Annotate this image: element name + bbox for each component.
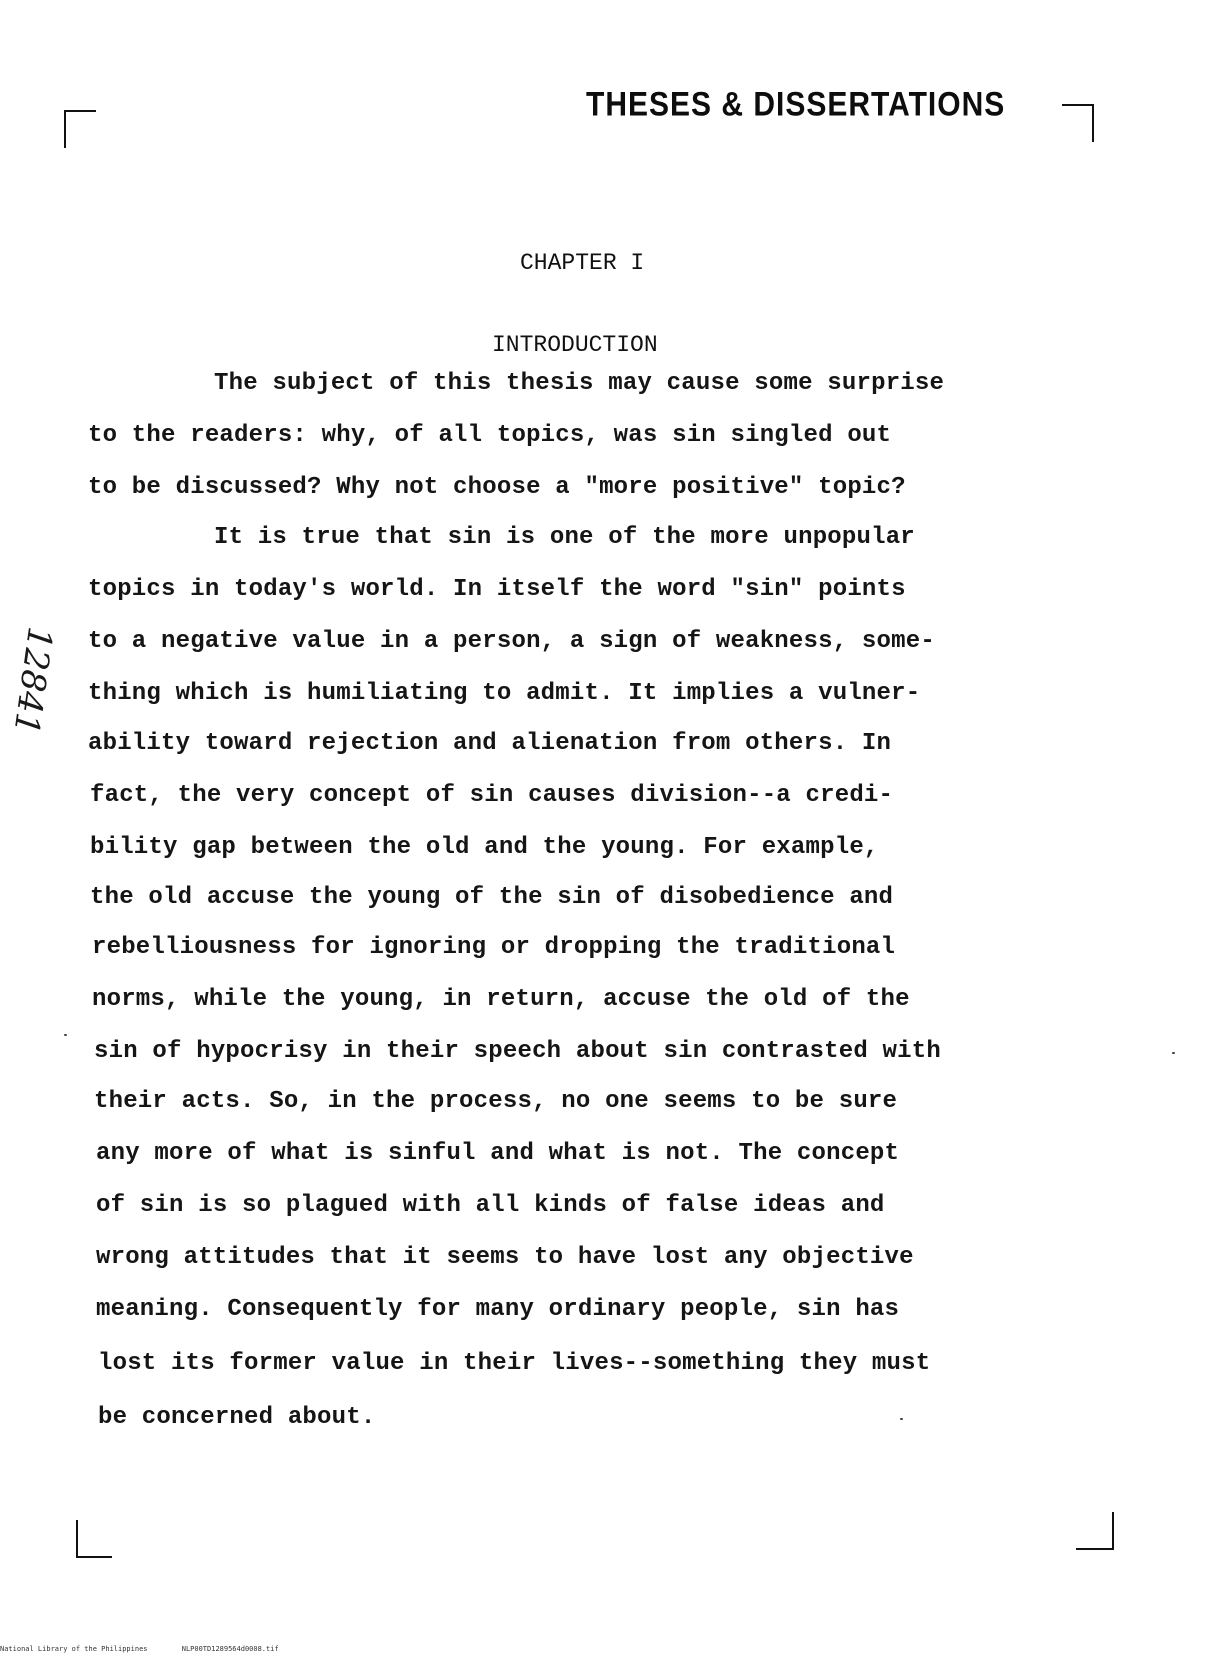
body-line: fact, the very concept of sin causes division--a credi- [90,782,894,809]
section-heading: INTRODUCTION [492,332,658,358]
handwritten-margin-note: 12841 [5,624,60,738]
body-line: The subject of this thesis may cause some surprise [214,370,945,397]
scan-speck [64,1034,67,1036]
body-line: to be discussed? Why not choose a "more positive" topic? [88,474,906,501]
scan-speck [900,1418,903,1420]
body-line: the old accuse the young of the sin of disobedience and [90,884,894,911]
body-line: of sin is so plagued with all kinds of false ideas and [96,1192,885,1219]
crop-mark-bottom-left [76,1520,112,1558]
body-line: sin of hypocrisy in their speech about sin contrasted with [94,1038,941,1065]
body-line: It is true that sin is one of the more unpopular [214,524,915,551]
footer-library: National Library of the Philippines [0,1645,148,1653]
scan-speck [1172,1052,1175,1054]
body-line: ability toward rejection and alienation from others. In [88,730,892,757]
crop-mark-top-right [1062,104,1094,142]
body-line: to the readers: why, of all topics, was sin singled out [88,422,892,449]
footer-file-code: NLP00TD1289564d0008.tif [181,1645,279,1653]
crop-mark-bottom-right [1076,1512,1114,1550]
body-line: rebelliousness for ignoring or dropping the traditional [92,934,896,961]
body-line: their acts. So, in the process, no one seems to be sure [94,1088,898,1115]
body-line: norms, while the young, in return, accuse the old of the [92,986,910,1013]
body-line: be concerned about. [98,1404,376,1431]
scan-footer [0,1645,309,1653]
body-line: topics in today's world. In itself the word "sin" points [88,576,906,603]
body-line: meaning. Consequently for many ordinary people, sin has [96,1296,900,1323]
body-line: to a negative value in a person, a sign of weakness, some- [88,628,935,655]
chapter-heading: CHAPTER I [520,250,645,276]
body-line: wrong attitudes that it seems to have lost any objective [96,1244,914,1271]
crop-mark-top-left [64,110,96,148]
body-line: any more of what is sinful and what is not. The concept [96,1140,900,1167]
body-line: thing which is humiliating to admit. It implies a vulner- [88,680,921,707]
theses-stamp: THESES & DISSERTATIONS [586,85,1006,124]
body-line: bility gap between the old and the young. For example, [90,834,879,861]
body-line: lost its former value in their lives--something they must [98,1350,931,1377]
